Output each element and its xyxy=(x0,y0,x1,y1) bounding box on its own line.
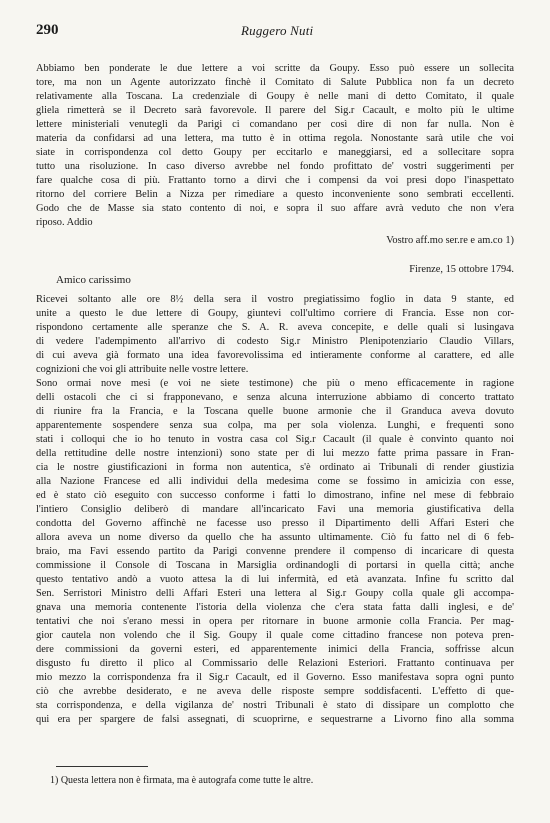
letter2-line: sta corrispondenza, e della vigilanza de' nostri Tribunali è stato di dissipare un complotto che xyxy=(36,700,514,711)
letter2-line: Ricevei soltanto alle ore 8½ della sera il vostro pregiatissimo foglio in data 9 stante, ed xyxy=(36,294,514,305)
letter1-line: siate in corrispondenza col detto Goupy per eccitarlo e maneggiarsi, ed a sollecitare sopra xyxy=(36,147,514,158)
letter2-line: allora aveva un nome diverso da quello che ha assunto ultimamente. Ciò fu fatto nel di 6 feb- xyxy=(36,532,514,543)
letter1-line: materia da confidarsi ad una lettera, ma tutto è in ottima regola. Nonostante sarà utile che voi xyxy=(36,133,514,144)
letter1-line: gliela rimetterà se il Decreto sarà favorevole. Il parere del Sig.r Cacault, e molto più le ultime xyxy=(36,105,514,116)
letter2-line: cognizioni che voi gli attribuite nelle vostre lettere. xyxy=(36,364,249,375)
letter2-line: commissione il Console di Toscana in Marsiglia ordinandogli di portarsi in quella città; anche xyxy=(36,560,514,571)
letter2-line: gior cautela non volendo che il Sig. Goupy il quale come cittadino francese non poteva pren- xyxy=(36,630,514,641)
letter2-line: questo tentativo andò a vuoto attesa la di lui infermità, ed età avanzata. Infine fu scritto dal xyxy=(36,574,514,585)
letter2-line: mio mezzo la corrispondenza fra il Sig.r Cacault, ed il Governo. Esso manifestava sopra ogni punto xyxy=(36,672,514,683)
letter2-line: ciò che avrebbe desiderato, e ne aveva delle risposte sempre soddisfacenti. L'effetto di que- xyxy=(36,686,514,697)
letter1-line: fare qualche cosa di più. Frattanto torno a dirvi che i compensi da voi presi dopo l'inaspettato xyxy=(36,175,514,186)
salutation: Amico carissimo xyxy=(56,274,131,286)
letter2-line: qui era per spargere de falsi assegnati, di scuoprirne, e sequestrarne a Livorno fino alla somma xyxy=(36,714,514,725)
letter2-line: di riunire fra la Francia, e la Toscana quelle buone armonie che il Granduca aveva dovuto xyxy=(36,406,514,417)
letter2-line: stati i colloqui che io ho tenuto in vostra casa col Sig.r Cacault (il quale è convinto quanto noi xyxy=(36,434,514,445)
letter2-line: condotta del Governo affinchè ne facesse uso presso il Dipartimento delli Affari Esteri che xyxy=(36,518,514,529)
letter2-line: apparentemente sospendere senza sua colpa, ma per sola violenza. Lunghi, e frequenti sono xyxy=(36,420,514,431)
letter2-line: delli ostacoli che ci si frapponevano, e senza alcuna interruzione abbiamo di concerto trattato xyxy=(36,392,514,403)
page-number: 290 xyxy=(36,22,59,38)
letter2-line: dere commissioni da governi esteri, ed apparentemente inimici della Francia, soffrisse alcun xyxy=(36,644,514,655)
signature: Vostro aff.mo ser.re e am.co 1) xyxy=(386,235,514,246)
footnote: 1) Questa lettera non è firmata, ma è autografa come tutte le altre. xyxy=(50,775,314,786)
running-title: Ruggero Nuti xyxy=(241,23,314,38)
letter2-line: alla Nazione Francese ed alli individui della medesima come se fossimo in amicizia con esse, xyxy=(36,476,514,487)
letter1-line: Abbiamo ben ponderate le due lettere a voi scritte da Goupy. Esso può essere un sollecita xyxy=(36,63,514,74)
letter2-line: rispondono certamente alle speranze che S. A. R. aveva concepite, e delle quali si lusingava xyxy=(36,322,514,333)
letter2-line: disgusto fu diretto il plico al Commissario delle Relazioni Esteriori. Frattanto continuava per xyxy=(36,658,514,669)
letter2-line: della rettitudine delle nostre intenzioni) sono state per di lui mezzo fatte prima passare in Fran- xyxy=(36,448,514,459)
letter2-line: Sen. Serristori Ministro delli Affari Esteri una lettera al Sig.r Goupy colla quale gli accompa- xyxy=(36,588,514,599)
letter1-line: ritorno del corriere Belin a Nizza per rimediare a questo inconveniente sono sembrati eccellenti. xyxy=(36,189,514,200)
footnote-rule xyxy=(56,766,148,767)
letter2-line: braio, ma Favi essendo partito da Parigi convenne prendere il compenso di incaricare di questa xyxy=(36,546,514,557)
letter1-line: relativamente alla Toscana. La credenziale di Goupy è nelle mani di detto Comitato, il quale xyxy=(36,91,514,102)
letter2-line: tentativi che noi s'erano messi in opera per ritornare in buone armonie colla Francia. Per mag- xyxy=(36,616,514,627)
letter2-line: l'intiero Consiglio deliberò di mandare all'incaricato Favi una memoria giustificativa della xyxy=(36,504,514,515)
letter2-line: Sono ormai nove mesi (e voi ne siete testimone) che più o meno efficacemente in ragione xyxy=(36,378,514,389)
letter2-line: di cui aveva già formato una idea favorevolissima ed intieramente conforme al carattere, ed alle xyxy=(36,350,514,361)
letter-date: Firenze, 15 ottobre 1794. xyxy=(409,264,514,275)
letter1-line: tutto una risoluzione. In caso diverso avrebbe nel fondo profittato de' vostri suggerimenti per xyxy=(36,161,514,172)
letter2-line: gnava una memoria contenente l'istoria della violenza che c'era stata fatta dalli inglesi, e de' xyxy=(36,602,514,613)
letter2-line: unite a questo le due lettere di Goupy, giuntevi coll'ultimo corriere di Francia. Esse non cor- xyxy=(36,308,514,319)
letter2-line: cia le nostre giustificazioni in forma non autentica, s'è ordinato ai Tribunali di render giustizia xyxy=(36,462,514,473)
page-header xyxy=(36,22,514,40)
letter2-line: ed è stato ciò eseguito con successo conforme i fatti lo dimostrano, infine nel mese di febbraio xyxy=(36,490,514,501)
letter1-line: riposo. Addio xyxy=(36,217,93,228)
letter1-line: lettere ministeriali venutegli da Parigi ci comandano per così dire di non far nulla. Non è xyxy=(36,119,514,130)
letter1-line: Godo che de Masse sia stato contento di noi, e sopra il suo affare avrà veduto che non v'era xyxy=(36,203,514,214)
letter2-line: di vedere l'adempimento all'arrivo di codesto Sig.r Ministro Plenipotenziario Claudio Villars, xyxy=(36,336,514,347)
letter1-line: tore, ma non un Agente autorizzato finchè il Comitato di Salute Pubblica non fa un decreto xyxy=(36,77,514,88)
